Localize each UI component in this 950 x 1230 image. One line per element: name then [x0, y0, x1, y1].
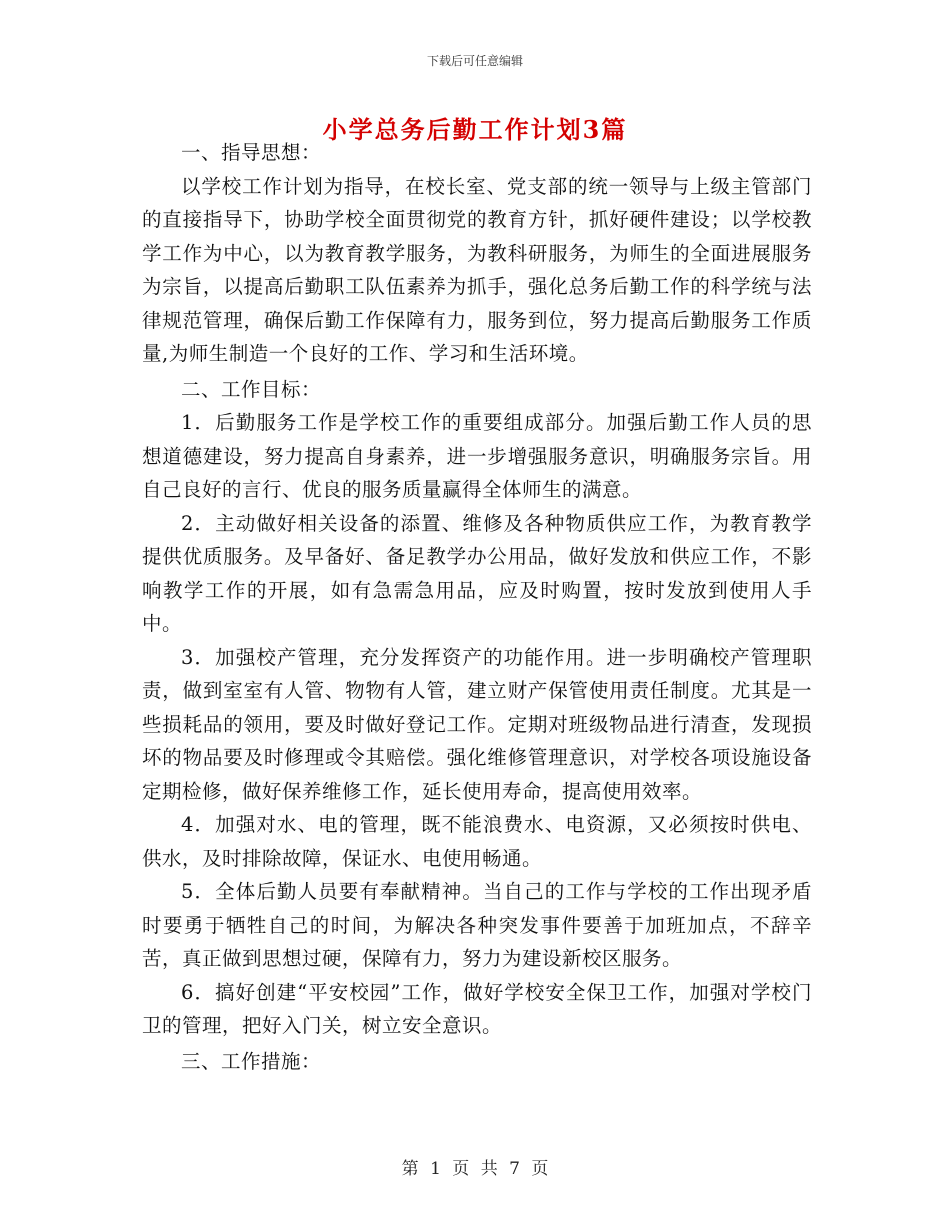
section-heading-work-goals: 二、工作目标：	[181, 377, 322, 401]
document-body	[142, 134, 812, 1078]
paragraph-goal-5: 5．全体后勤人员要有奉献精神。当自己的工作与学校的工作出现矛盾时要勇于牺牲自己的时间，为解决各种突发事件要善于加班加点，不辞辛苦，真正做到思想过硬，保障有力，努力为建设新校区服务。	[142, 880, 812, 970]
page-number-footer: 第 1 页 共 7 页	[401, 1159, 549, 1179]
paragraph-goal-3: 3．加强校产管理，充分发挥资产的功能作用。进一步明确校产管理职责，做到室室有人管、物物有人管，建立财产保管使用责任制度。尤其是一些损耗品的领用，要及时做好登记工作。定期对班级物品进行清查，发现损坏的物品要及时修理或令其赔偿。强化维修管理意识，对学校各项设施设备定期检修，做好保养维修工作，延长使用寿命，提高使用效率。	[142, 645, 812, 803]
paragraph-goal-1: 1．后勤服务工作是学校工作的重要组成部分。加强后勤工作人员的思想道德建设，努力提高自身素养，进一步增强服务意识，明确服务宗旨。用自己良好的言行、优良的服务质量赢得全体师生的满意。	[142, 411, 812, 501]
document-title: 小学总务后勤工作计划3篇	[322, 115, 628, 144]
paragraph-goal-4: 4．加强对水、电的管理，既不能浪费水、电资源，又必须按时供电、供水，及时排除故障，保证水、电使用畅通。	[142, 813, 812, 870]
paragraph-guiding-thought: 以学校工作计划为指导，在校长室、党支部的统一领导与上级主管部门的直接指导下，协助学校全面贯彻党的教育方针，抓好硬件建设；以学校教学工作为中心，以为教育教学服务，为教科研服务，为师生的全面进展服务为宗旨，以提高后勤职工队伍素养为抓手，强化总务后勤工作的科学统与法律规范管理，确保后勤工作保障有力，服务到位，努力提高后勤服务工作质量,为师生制造一个良好的工作、学习和生活环境。	[142, 174, 812, 365]
paragraph-goal-6: 6．搞好创建“平安校园”工作，做好学校安全保卫工作，加强对学校门卫的管理，把好入门关，树立安全意识。	[142, 980, 812, 1037]
paragraph-goal-2: 2．主动做好相关设备的添置、维修及各种物质供应工作，为教育教学提供优质服务。及早备好、备足教学办公用品，做好发放和供应工作，不影响教学工作的开展，如有急需急用品，应及时购置，按时发放到使用人手中。	[142, 511, 812, 635]
section-heading-work-measures: 三、工作措施：	[181, 1049, 322, 1073]
header-note: 下载后可任意编辑	[426, 54, 523, 68]
section-heading-guiding-thought: 一、指导思想：	[181, 141, 322, 164]
